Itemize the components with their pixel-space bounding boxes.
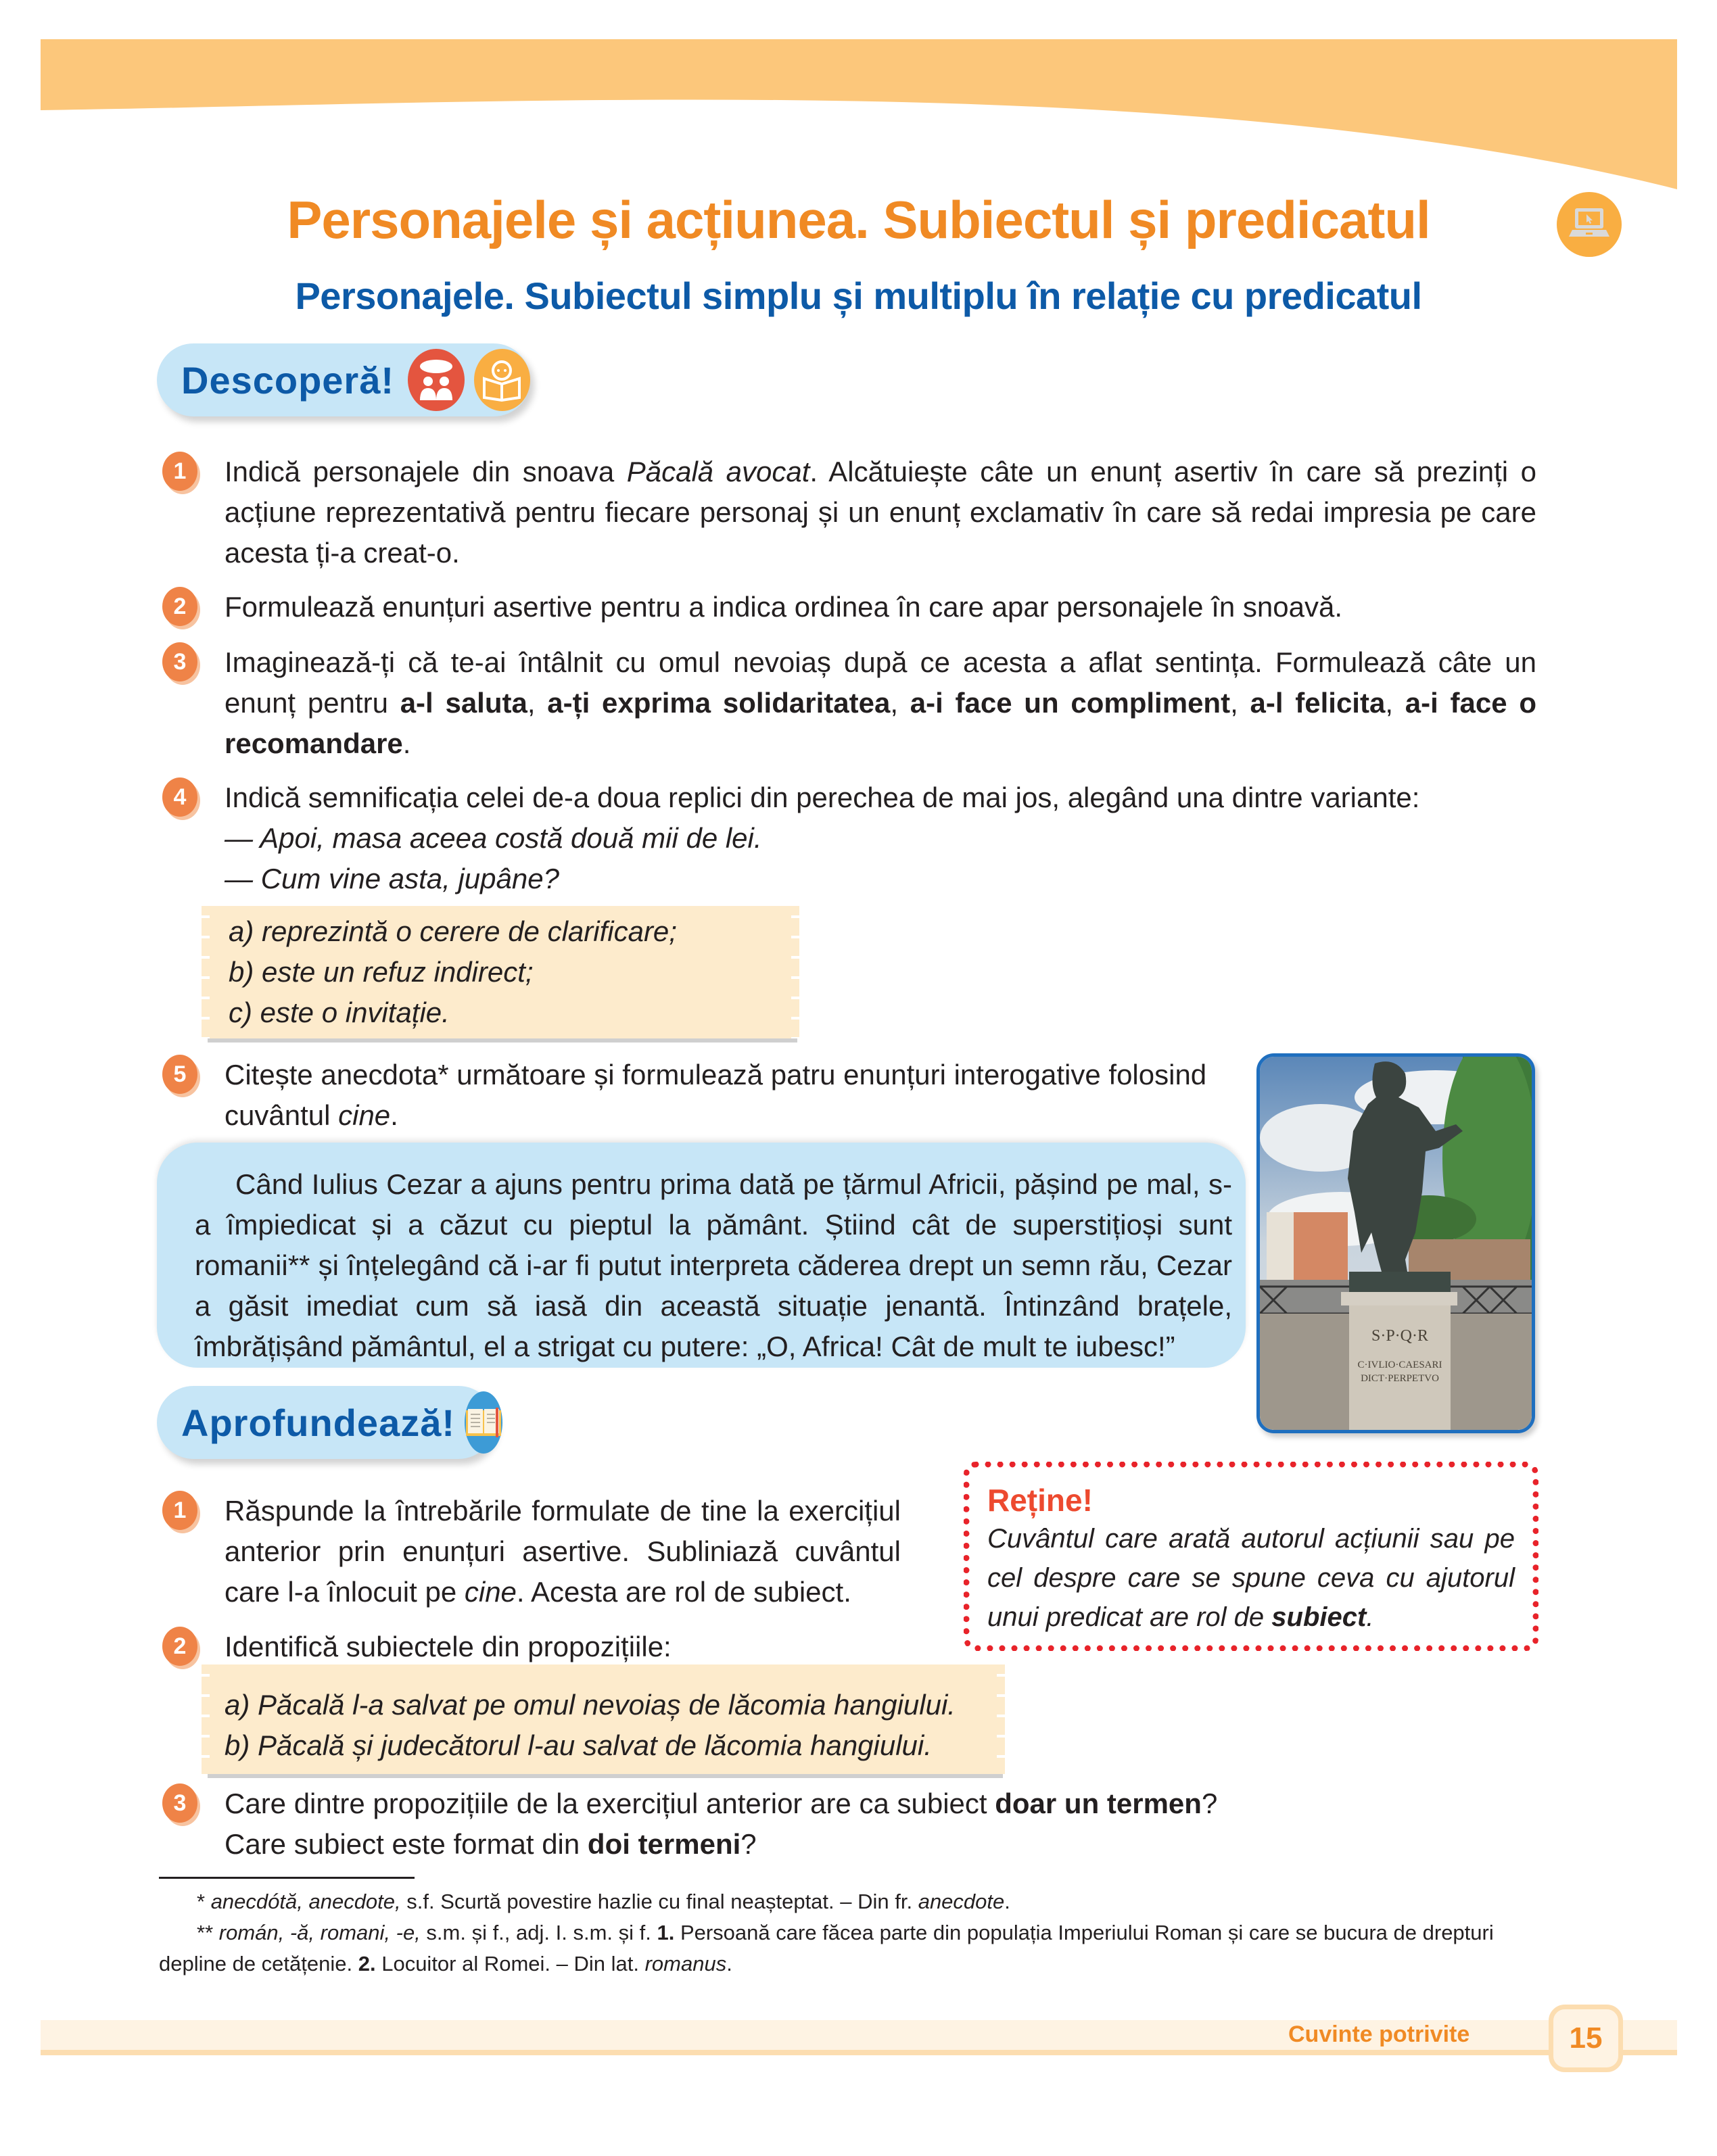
text-run: ? — [1201, 1788, 1218, 1819]
question-line-2 — [225, 1824, 1374, 1865]
section-deepen-label: Aprofundează! — [181, 1401, 455, 1444]
dialogue-line-2: — Cum vine asta, jupâne? — [225, 863, 559, 894]
bold-term: 2. — [358, 1952, 376, 1975]
italic-term: anecdote — [918, 1890, 1005, 1913]
bold-term: a-l felicita — [1250, 687, 1386, 719]
bold-term: subiect — [1271, 1602, 1367, 1632]
text-run: Care subiect este format din — [225, 1828, 588, 1860]
text-run: s.m. și f., adj. I. s.m. și f. — [420, 1921, 657, 1944]
exercise-1-text — [225, 452, 1536, 573]
footnotes — [159, 1886, 1538, 1980]
statue-image — [1260, 1057, 1532, 1430]
inscription-line-3: DICT·PERPETVO — [1361, 1373, 1439, 1384]
text-run: Indică personajele din snoava — [225, 456, 627, 487]
text-run: , — [890, 687, 910, 719]
footnote-1 — [159, 1886, 1538, 1917]
group-discussion-icon — [408, 349, 464, 411]
retine-title: Reține! — [987, 1483, 1093, 1518]
text-run: , — [1385, 687, 1405, 719]
text-run: Imaginează-ți că te-ai întâlnit cu omul nevoiaș după ce acesta a aflat sentința. Formulează câte un enunț pentru — [225, 646, 1536, 719]
footnote-divider — [159, 1877, 415, 1879]
exercise-number-badge — [162, 587, 197, 626]
exercise-number-badge — [162, 1055, 197, 1094]
italic-term: anecdótă, anecdote, — [210, 1890, 401, 1913]
section-discover-header — [157, 343, 530, 416]
exercise-number: 1 — [173, 1497, 187, 1523]
exercise-2-text: Formulează enunțuri asertive pentru a indica ordinea în care apar personajele în snoavă. — [225, 591, 1342, 623]
retine-rule-box — [964, 1462, 1538, 1651]
text-run: . — [402, 727, 411, 759]
italic-term: román, -ă, romani, -e, — [218, 1921, 421, 1944]
question-line-1 — [225, 1783, 1374, 1824]
exercise-number: 5 — [173, 1061, 187, 1087]
text-run: . — [726, 1952, 732, 1975]
page-number: 15 — [1549, 2005, 1623, 2072]
deepen-exercise-2-sentences-note — [206, 1664, 1001, 1774]
sentence-b: b) Păcală și judecătorul l-au salvat de lăcomia hangiului. — [225, 1729, 932, 1761]
text-run: . — [1004, 1890, 1010, 1913]
exercise-3-text — [225, 642, 1536, 764]
text-run: . — [390, 1099, 398, 1131]
exercise-number-badge — [162, 1627, 197, 1666]
bold-term: 1. — [657, 1921, 675, 1944]
text-run: , — [1230, 687, 1250, 719]
exercise-number-badge — [162, 1491, 197, 1530]
exercise-number: 3 — [173, 1790, 187, 1816]
caesar-statue-photo — [1256, 1053, 1535, 1433]
laptop-icon — [1568, 206, 1610, 244]
option-b: b) este un refuz indirect; — [229, 956, 534, 988]
italic-word: cine — [338, 1099, 391, 1131]
exercise-number: 1 — [173, 458, 187, 484]
text-run: * — [197, 1890, 211, 1913]
text-run: Cuvântul care arată autorul acțiunii sau pe cel despre care se spune ceva cu ajutorul unui predicat are rol de — [987, 1524, 1515, 1632]
text-run: Persoană care făcea parte din populația Imperiului Roman și care se bucura de drepturi depline de cetățenie. — [159, 1921, 1494, 1975]
retine-definition — [987, 1519, 1515, 1637]
text-run: . Alcătuiește câte un enunț asertiv în care să prezinți o acțiune reprezentativă pentru fiecare personaj și un enunț exclamativ în care să redai impresia pe care acesta ți-a creat-o. — [225, 456, 1536, 569]
lesson-subtitle: Personajele. Subiectul simplu și multiplu în relație cu predicatul — [295, 274, 1422, 317]
dialogue-line-1: — Apoi, masa aceea costă două mii de lei. — [225, 822, 762, 854]
lesson-title: Personajele și acțiunea. Subiectul și predicatul — [287, 190, 1430, 249]
deepen-exercise-3-text — [225, 1783, 1374, 1865]
story-title: Păcală avocat — [626, 456, 810, 487]
inscription-spqr: S·P·Q·R — [1371, 1327, 1429, 1345]
bold-term: doar un termen — [995, 1788, 1202, 1819]
deepen-exercise-1-text — [225, 1491, 901, 1612]
section-deepen-header — [157, 1386, 495, 1459]
exercise-4-text — [225, 777, 1536, 899]
option-a: a) reprezintă o cerere de clarificare; — [229, 915, 677, 947]
exercise-number-badge — [162, 642, 197, 681]
header-decorative-band — [41, 39, 1677, 195]
exercise-number-badge — [162, 777, 197, 817]
italic-word: cine — [464, 1576, 517, 1608]
digital-resource-badge[interactable] — [1557, 192, 1622, 257]
bold-term: a-i face o recomandare — [225, 687, 1536, 759]
text-run: Care dintre propozițiile de la exercițiul anterior are ca subiect — [225, 1788, 995, 1819]
exercise-number: 2 — [173, 1633, 187, 1659]
option-c: c) este o invitație. — [229, 997, 450, 1028]
text-run: s.f. Scurtă povestire hazlie cu final neașteptat. – Din fr. — [400, 1890, 918, 1913]
exercise-number-badge — [162, 452, 197, 491]
exercise-4-prompt: Indică semnificația celei de-a doua replici din perechea de mai jos, alegând una dintre variante: — [225, 782, 1420, 813]
bold-term: a-l saluta — [400, 687, 527, 719]
text-run: Citește anecdota* următoare și formulează patru enunțuri interogative folosind cuvântul — [225, 1059, 1207, 1131]
reading-child-icon — [474, 349, 530, 411]
exercise-number: 3 — [173, 648, 187, 675]
exercise-number: 2 — [173, 593, 187, 619]
italic-term: romanus — [644, 1952, 727, 1975]
exercise-5-text — [225, 1055, 1239, 1136]
bold-term: doi termeni — [587, 1828, 741, 1860]
text-run: . — [1366, 1602, 1374, 1632]
bold-term: a-i face un compliment — [910, 687, 1231, 719]
exercise-4-options-note — [206, 906, 795, 1038]
anecdote-text: Când Iulius Cezar a ajuns pentru prima dată pe țărmul Africii, pășind pe mal, s-a împiedicat și a căzut cu pieptul la pământ. Știind cât de superstițioși sunt romanii** și înțelegând că i-ar fi putut interpreta căderea drept un semn rău, Cezar a găsit imediat cum să iasă din această situație jenantă. Întinzând brațele, îmbrățișând pământul, el a strigat cu putere: „O, Africa! Cât de mult te iubesc!” — [195, 1168, 1232, 1362]
sentence-a: a) Păcală l-a salvat pe omul nevoiaș de lăcomia hangiului. — [225, 1689, 956, 1721]
text-run: ? — [740, 1828, 757, 1860]
open-book-icon — [465, 1391, 502, 1454]
footer-book-title: Cuvinte potrivite — [1288, 2021, 1470, 2047]
bold-term: a-ți exprima solidaritatea — [547, 687, 891, 719]
inscription-line-2: C·IVLIO·CAESARI — [1357, 1360, 1442, 1370]
exercise-number: 4 — [173, 784, 187, 810]
text-run: ** — [197, 1921, 219, 1944]
section-discover-label: Descoperă! — [181, 358, 395, 402]
text-run: . Acesta are rol de subiect. — [516, 1576, 851, 1608]
exercise-number-badge — [162, 1783, 197, 1823]
deepen-exercise-2-text: Identifică subiectele din propozițiile: — [225, 1631, 672, 1662]
footnote-2 — [159, 1917, 1538, 1980]
text-run: Locuitor al Romei. – Din lat. — [375, 1952, 645, 1975]
anecdote-box — [157, 1143, 1246, 1368]
text-run: , — [527, 687, 548, 719]
text-run: Răspunde la întrebările formulate de tine la exercițiul anterior prin enunțuri asertive. Subliniază cuvântul care l-a înlocuit pe — [225, 1495, 901, 1608]
